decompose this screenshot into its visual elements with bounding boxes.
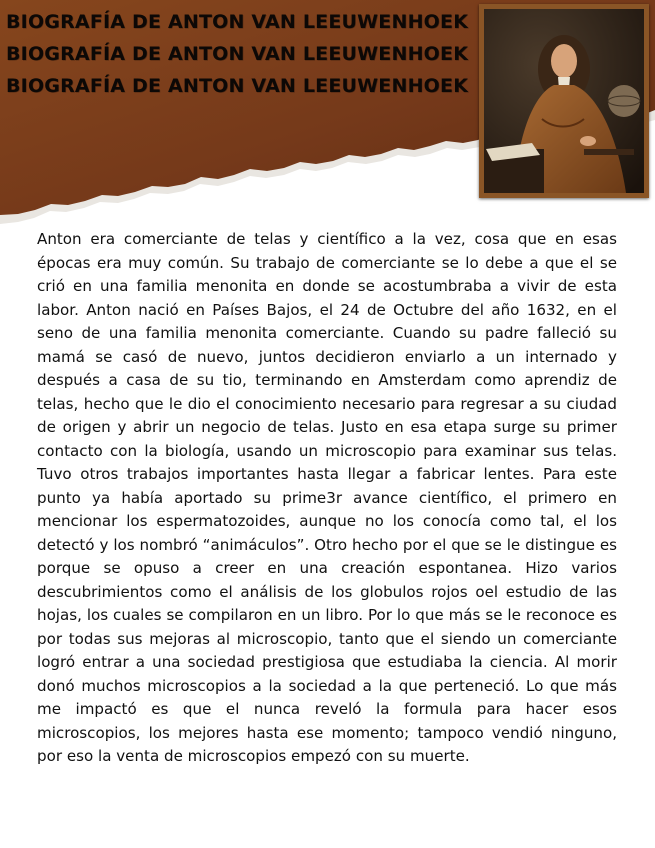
face-shape: [551, 44, 577, 78]
title-line-1: BIOGRAFÍA DE ANTON VAN LEEUWENHOEK: [6, 11, 469, 33]
portrait-image: [479, 4, 649, 198]
globe-shape: [608, 85, 640, 117]
biography-text: Anton era comerciante de telas y científico a la vez, cosa que en esas épocas era muy común. Su trabajo de comerciante se lo debe a que el se crió en una familia menonita en donde se acostumbraba a vivir de esta labor. Anton nació en Países Bajos, el 24 de Octubre del año 1632, en el seno de una familia menonita comerciante. Cuando su padre falleció su mamá se casó de nuevo, juntos decidieron enviarlo a un internado y después a casa de su tio, terminando en Amsterdam como aprendiz de telas, hecho que le dio el conocimiento necesario para regresar a su ciudad de origen y abrir un negocio de telas. Justo en esa etapa surge su primer contacto con la biología, usando un microscopio para examinar sus telas. Tuvo otros trabajos importantes hasta llegar a fabricar lentes. Para este punto ya había aportado su prime3r avance científico, el primero en mencionar los espermatozoides, aunque no los conocía como tal, el los detectó y los nombró “animáculos”. Otro hecho por el que se le distingue es porque se opuso a creer en una creación espontanea. Hizo varios descubrimientos como el análisis de los globulos rojos oel estudio de las hojas, los cuales se compilaron en un libro. Por lo que más se le reconoce es por todas sus mejoras al microscopio, tanto que el siendo un comerciante logró entrar a una sociedad prestigiosa que estudiaba la ciencia. Al morir donó muchos microscopios a la sociedad a la que perteneció. Lo que más me impactó es que el nunca reveló la formula para hacer esos microscopios, los mejores hasta ese momento; tampoco vendió ninguno, por eso la venta de microscopios empezó con su muerte.: [37, 230, 617, 765]
title-line-2: BIOGRAFÍA DE ANTON VAN LEEUWENHOEK: [6, 43, 469, 65]
portrait-painting: [484, 9, 644, 193]
title-line-3: BIOGRAFÍA DE ANTON VAN LEEUWENHOEK: [6, 75, 469, 97]
page-title: [6, 6, 476, 102]
